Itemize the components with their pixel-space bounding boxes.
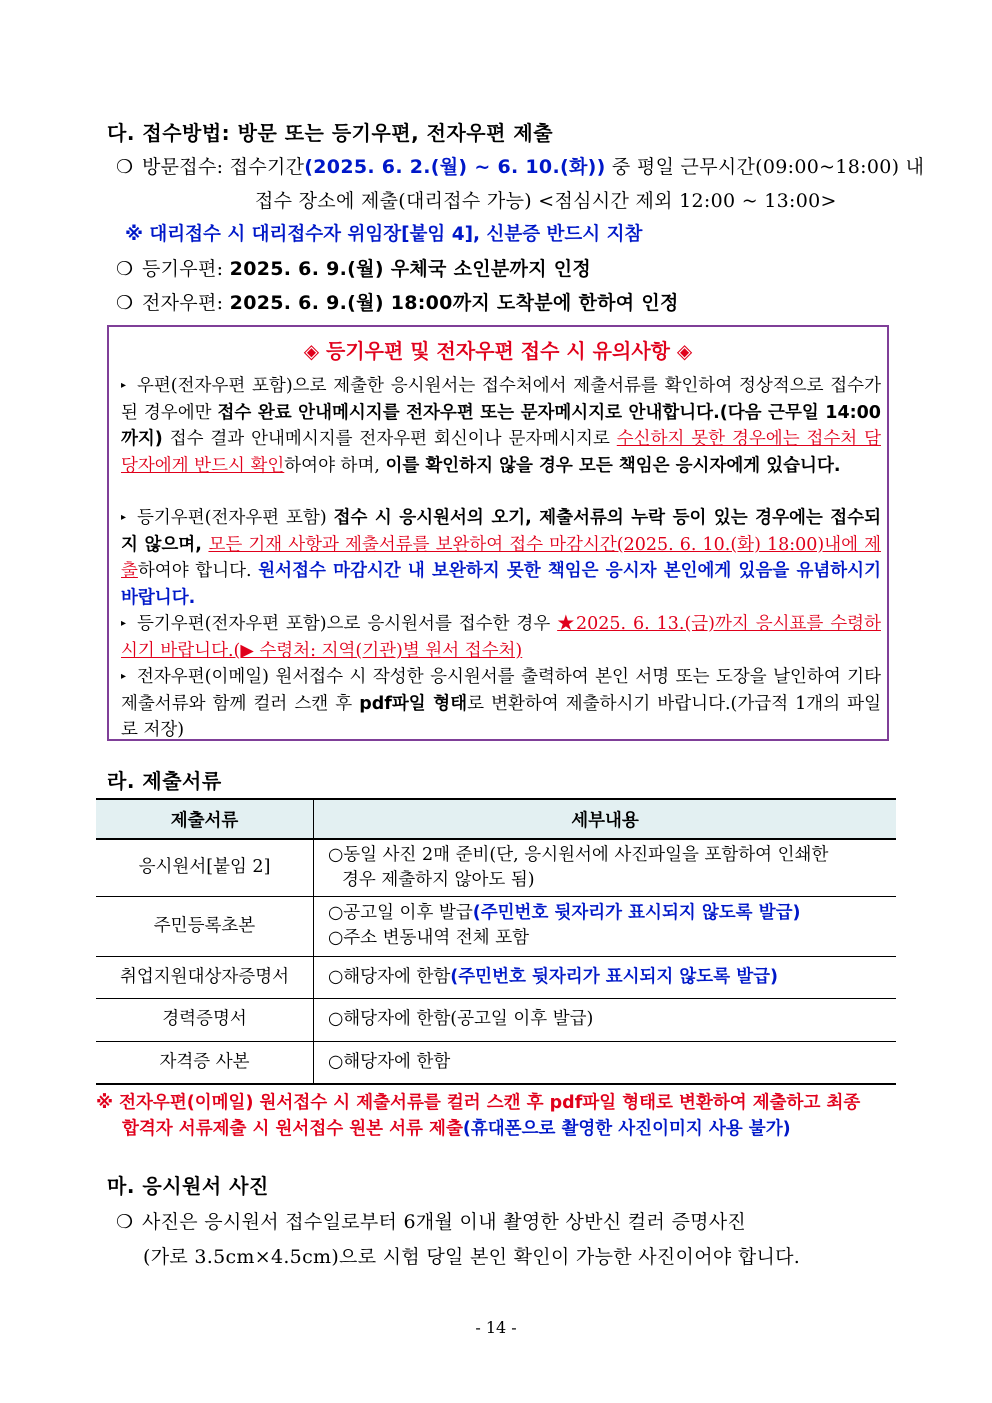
page-number: - 14 - — [475, 1318, 517, 1337]
triangle-bullet-icon: ▸ — [121, 380, 127, 392]
notice-paragraph-4: ▸ 전자우편(이메일) 원서접수 시 작성한 응시원서를 출력하여 본인 서명 또는 도장을 날인하여 기타 제출서류와 함께 컬러 스캔 후 pdf파일 형태로 변환하여 제출하시기 바랍니다.(가급적 1개의 파일로 저장) — [121, 664, 881, 744]
table-cell-document: 경력증명서 — [96, 998, 314, 1041]
table-header-row — [96, 799, 896, 839]
visit-period-label: 접수기간 — [229, 156, 305, 178]
circle-bullet-icon: ❍ — [116, 292, 134, 314]
documents-table — [96, 798, 896, 1085]
documents-footnote: ※ 전자우편(이메일) 원서접수 시 제출서류를 컬러 스캔 후 pdf파일 형태로 변환하여 제출하고 최종 합격자 서류제출 시 원서접수 원본 서류 제출(휴대폰으로 촬영한 사진이미지 사용 불가) — [96, 1093, 861, 1139]
circle-bullet-icon: ❍ — [116, 1211, 134, 1233]
mail-text: 2025. 6. 9.(월) 우체국 소인분까지 인정 — [229, 258, 592, 280]
table-row — [96, 1041, 896, 1084]
triangle-bullet-icon: ▸ — [121, 671, 127, 683]
mail-line — [116, 254, 591, 281]
notice-paragraph-1: ▸ 우편(전자우편 포함)으로 제출한 응시원서는 접수처에서 제출서류를 확인하여 정상적으로 접수가 된 경우에만 접수 완료 안내메시지를 전자우편 또는 문자메시지로 안내합니다.(다음 근무일 14:00까지) 접수 결과 안내메시지를 전자우편 회신이나 문자메시지로 수신하지 못한 경우에는 접수처 담당자에게 반드시 확인하여야 하며, 이를 확인하지 않을 경우 모든 책임은 응시자에게 있습니다. — [121, 373, 881, 479]
section-ra-title: 라. 제출서류 — [107, 769, 222, 793]
visit-label: 방문접수: — [142, 156, 224, 178]
table-cell-document: 응시원서[붙임 2] — [96, 839, 314, 896]
notice-paragraph-2: ▸ 등기우편(전자우편 포함) 접수 시 응시원서의 오기, 제출서류의 누락 등이 있는 경우에는 접수되지 않으며, 모든 기재 사항과 제출서류를 보완하여 접수 마감시간(2025. 6. 10.(화) 18:00)내에 제출하여야 합니다. 원서접수 마감시간 내 보완하지 못한 책임은 응시자 본인에게 있음을 유념하시기 바랍니다. — [121, 505, 881, 611]
table-cell-document: 자격증 사본 — [96, 1041, 314, 1084]
notice-title: ◈ 등기우편 및 전자우편 접수 시 유의사항 ◈ — [303, 339, 693, 363]
photo-line-1: ❍ 사진은 응시원서 접수일로부터 6개월 이내 촬영한 상반신 컬러 증명사진 — [116, 1211, 747, 1233]
visit-period-dates: (2025. 6. 2.(월) ~ 6. 10.(화)) — [304, 156, 606, 178]
triangle-bullet-icon: ▸ — [121, 512, 127, 524]
table-row — [96, 896, 896, 956]
notice-box — [107, 325, 889, 741]
visit-hours: 중 평일 근무시간(09:00~18:00) 내 — [605, 156, 925, 178]
proxy-note: ※ 대리접수 시 대리접수자 위임장[붙임 4], 신분증 반드시 지참 — [125, 224, 643, 245]
circle-bullet-icon: ❍ — [116, 156, 134, 178]
email-label: 전자우편: — [142, 292, 224, 314]
table-row — [96, 956, 896, 998]
email-line — [116, 288, 679, 315]
photo-line-2: (가로 3.5cm×4.5cm)으로 시험 당일 본인 확인이 가능한 사진이어야 합니다. — [143, 1246, 801, 1268]
table-cell-document: 주민등록초본 — [96, 896, 314, 956]
email-text: 2025. 6. 9.(월) 18:00까지 도착분에 한하여 인정 — [229, 292, 679, 314]
table-cell-detail: ○해당자에 한함(주민번호 뒷자리가 표시되지 않도록 발급) — [314, 956, 897, 998]
mail-label: 등기우편: — [142, 258, 224, 280]
table-cell-detail: ○해당자에 한함(공고일 이후 발급) — [314, 998, 897, 1041]
circle-bullet-icon: ❍ — [116, 258, 134, 280]
visit-line-1 — [116, 152, 924, 179]
table-row — [96, 998, 896, 1041]
table-cell-document: 취업지원대상자증명서 — [96, 956, 314, 998]
table-header-details: 세부내용 — [314, 799, 897, 839]
table-cell-detail: ○해당자에 한함 — [314, 1041, 897, 1084]
notice-paragraph-3: ▸ 등기우편(전자우편 포함)으로 응시원서를 접수한 경우 ★2025. 6. 13.(금)까지 응시표를 수령하시기 바랍니다.(▶ 수령처: 지역(기관)별 원서 접수처) — [121, 611, 881, 664]
section-da-title: 다. 접수방법: 방문 또는 등기우편, 전자우편 제출 — [107, 121, 554, 145]
table-header-documents: 제출서류 — [96, 799, 314, 839]
table-cell-detail: ○동일 사진 2매 준비(단, 응시원서에 사진파일을 포함하여 인쇄한 경우 제출하지 않아도 됨) — [314, 839, 897, 896]
table-cell-detail: ○공고일 이후 발급(주민번호 뒷자리가 표시되지 않도록 발급) ○주소 변동내역 전체 포함 — [314, 896, 897, 956]
triangle-bullet-icon: ▸ — [121, 618, 127, 630]
table-row — [96, 839, 896, 896]
section-ma-title: 마. 응시원서 사진 — [107, 1174, 269, 1198]
visit-line-2: 접수 장소에 제출(대리접수 가능) <점심시간 제외 12:00 ~ 13:00> — [255, 190, 837, 212]
